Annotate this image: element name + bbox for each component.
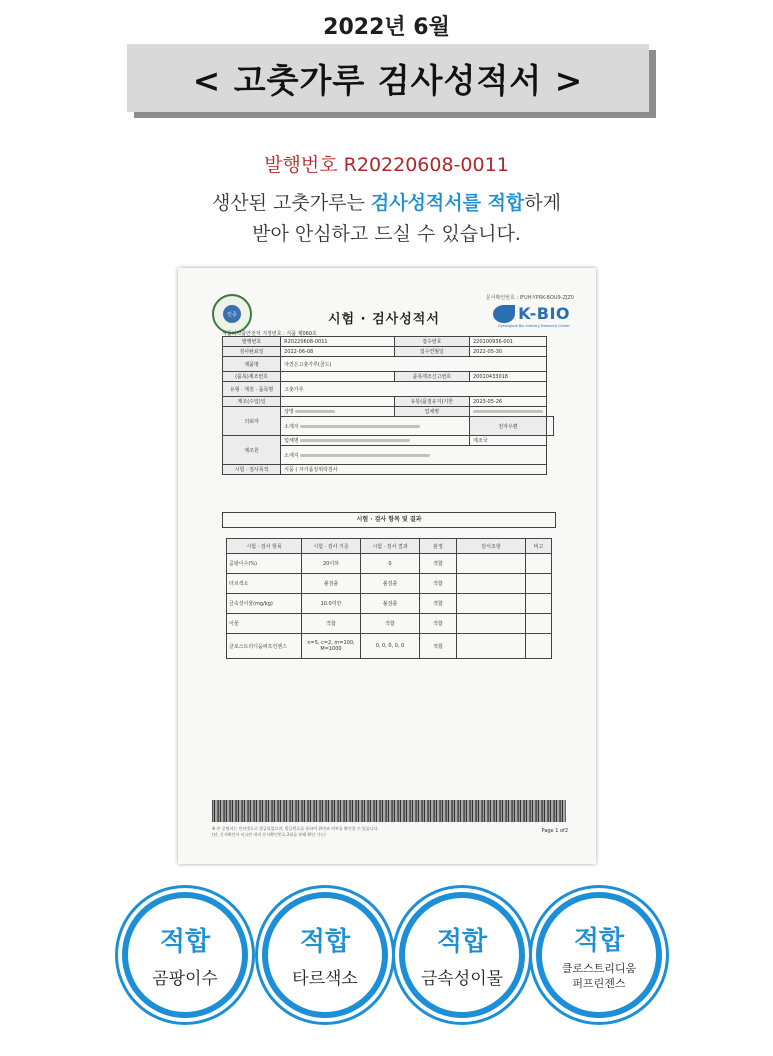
desc-highlight: 검사성적서를 적합 — [370, 192, 525, 214]
table-row — [223, 407, 554, 417]
info-key: 접수번호 — [394, 337, 469, 347]
info-key: 제조원 — [223, 436, 281, 465]
badge-tar-color — [262, 892, 388, 1018]
result-item: 곰팡이수(%) — [227, 554, 302, 574]
info-value: R20220608-0011 — [281, 337, 395, 347]
kbio-logo-text: K-BIO — [518, 304, 570, 323]
description-line-1 — [0, 188, 773, 219]
footnote-line: ※ 본 증명서는 인터넷으로 발급되었으며, 발급번호를 통하여 위변조 여부를 확인할 수 있습니다. — [212, 826, 379, 831]
info-subkey: 업체명 — [284, 438, 299, 444]
footnote — [212, 826, 472, 838]
redacted — [295, 410, 335, 413]
redacted — [300, 454, 430, 457]
info-key: 전자우편 — [470, 417, 547, 436]
table-row — [227, 594, 552, 614]
info-table — [222, 336, 554, 475]
info-value — [281, 407, 395, 417]
result-standard: 20이하 — [302, 554, 361, 574]
info-value — [470, 436, 547, 446]
badge-pass: 적합 — [159, 927, 211, 957]
result-note — [526, 634, 552, 659]
report-date: 2022년 6월 — [323, 15, 450, 40]
results-header: 단서조항 — [457, 539, 526, 554]
certificate-title: 시험 · 검사성적서 — [328, 312, 440, 327]
info-value: 20010433018 — [470, 372, 547, 382]
results-header: 비고 — [526, 539, 552, 554]
document-number: 문서확인번호 : IFUH-YPRK-BOU9-ZJZ0 — [485, 295, 574, 301]
info-subkey: 소재지 — [284, 423, 299, 430]
result-value: 0, 0, 0, 0, 0 — [361, 634, 420, 659]
table-row — [223, 372, 554, 382]
badge-pass: 적합 — [573, 925, 625, 956]
info-subkey: 소재지 — [284, 452, 299, 459]
result-verdict: 적합 — [420, 634, 457, 659]
result-item: 금속성이물(mg/kg) — [227, 594, 302, 614]
info-subkey: 상명 — [284, 409, 294, 415]
info-value: 식품 ( 자가품질위탁검사 — [281, 465, 547, 475]
info-value — [281, 397, 395, 407]
table-row — [223, 382, 554, 397]
description — [0, 188, 773, 250]
result-standard: 적합 — [302, 614, 361, 634]
result-value: 불검출 — [361, 594, 420, 614]
info-key: 품목제조신고번호 — [394, 372, 469, 382]
info-key: 제품명 — [223, 357, 281, 372]
result-verdict: 적합 — [420, 614, 457, 634]
info-key: (품목)제조번호 — [223, 372, 281, 382]
badge-label-line: 클로스트리디움 — [561, 961, 637, 975]
badge-mold-count — [122, 892, 248, 1018]
info-key: 시험 · 검사목적 — [223, 465, 281, 475]
result-item: 클로스트리디움퍼프린젠스 — [227, 634, 302, 659]
issue-number: 발행번호 R20220608-0011 — [264, 154, 509, 176]
info-value: 자연은고춧가루(골드) — [281, 357, 547, 372]
table-row — [227, 634, 552, 659]
result-note — [526, 594, 552, 614]
info-value — [281, 446, 547, 465]
redacted — [300, 439, 410, 442]
info-key: 유형 · 재질 · 품목명 — [223, 382, 281, 397]
info-value: 2023-05-26 — [470, 397, 547, 407]
result-verdict: 적합 — [420, 554, 457, 574]
table-row — [223, 465, 554, 475]
badge-label: 곰팡이수 — [152, 969, 218, 989]
results-section-title: 시험 · 검사 항목 및 결과 — [222, 512, 556, 528]
info-key: 유통(품질유지)기한 — [394, 397, 469, 407]
results-header-row — [227, 539, 552, 554]
result-proviso — [457, 554, 526, 574]
table-row — [223, 357, 554, 372]
desc-text: 생산된 고춧가루는 — [211, 192, 371, 214]
badge-pass: 적합 — [436, 927, 488, 957]
info-value: 220100936-001 — [470, 337, 547, 347]
result-note — [526, 574, 552, 594]
result-proviso — [457, 594, 526, 614]
table-row — [223, 397, 554, 407]
info-key: 업체명 — [394, 407, 469, 417]
badge-pass: 적합 — [299, 927, 351, 957]
badge-label: 타르색소 — [292, 969, 358, 989]
seal-label: 인증 — [223, 305, 241, 323]
footnote-line: (단, 문서확인자 비고란 내의 문서확인번호 2회를 통해 확인 가능) — [212, 832, 326, 837]
info-value — [281, 372, 395, 382]
info-key: 제조(수입)일 — [223, 397, 281, 407]
results-header: 시험 · 검사 기준 — [302, 539, 361, 554]
result-value: 0 — [361, 554, 420, 574]
result-item: 이물 — [227, 614, 302, 634]
result-value: 적합 — [361, 614, 420, 634]
table-row — [223, 436, 554, 446]
description-line-2: 받아 안심하고 드실 수 있습니다. — [252, 223, 521, 245]
badge-clostridium — [536, 892, 662, 1018]
result-proviso — [457, 614, 526, 634]
info-value — [281, 417, 470, 436]
info-subkey: 제조국 — [473, 438, 488, 444]
result-proviso — [457, 574, 526, 594]
kbio-logo — [493, 304, 570, 323]
badge-metal-foreign — [399, 892, 525, 1018]
info-value: 2022-05-30 — [470, 347, 547, 357]
result-verdict: 적합 — [420, 594, 457, 614]
results-table — [226, 538, 552, 659]
redacted — [300, 425, 420, 428]
table-row — [227, 554, 552, 574]
info-key: 접수연월일 — [394, 347, 469, 357]
page-title: < 고춧가루 검사성적서 > — [127, 44, 649, 112]
table-row — [223, 337, 554, 347]
info-value: 고춧가루 — [281, 382, 547, 397]
result-standard: n=5, c=2, m=100, M=1000 — [302, 634, 361, 659]
certification-seal-icon — [212, 294, 252, 334]
page-number: Page 1 of2 — [541, 828, 568, 834]
info-value — [547, 417, 554, 436]
table-row — [223, 347, 554, 357]
result-note — [526, 554, 552, 574]
table-row — [227, 614, 552, 634]
result-standard: 10.0미만 — [302, 594, 361, 614]
kbio-logo-icon — [493, 305, 515, 323]
agency-number: 식품의약품안전처 지정번호 : 식품 제060호 — [222, 331, 317, 337]
result-note — [526, 614, 552, 634]
result-proviso — [457, 634, 526, 659]
info-key: 발행번호 — [223, 337, 281, 347]
result-standard: 불검출 — [302, 574, 361, 594]
redacted — [473, 410, 543, 413]
table-row — [227, 574, 552, 594]
kbio-subtitle: Gyeongbuk Bio Industry Research Center — [497, 324, 570, 328]
barcode — [212, 800, 566, 822]
info-key: 검사완료일 — [223, 347, 281, 357]
info-value — [470, 407, 547, 417]
info-value — [281, 436, 470, 446]
results-header: 판정 — [420, 539, 457, 554]
result-item: 타르색소 — [227, 574, 302, 594]
badge-label-line: 퍼프린젠스 — [572, 976, 626, 990]
certificate-document — [178, 268, 596, 864]
result-value: 불검출 — [361, 574, 420, 594]
badge-label — [562, 961, 636, 991]
info-key: 의뢰자 — [223, 407, 281, 436]
result-verdict: 적합 — [420, 574, 457, 594]
results-header: 시험 · 검사 항목 — [227, 539, 302, 554]
info-value: 2022-06-08 — [281, 347, 395, 357]
results-header: 시험 · 검사 결과 — [361, 539, 420, 554]
badge-label: 금속성이물 — [420, 969, 504, 989]
desc-text-end: 하게 — [524, 192, 562, 214]
